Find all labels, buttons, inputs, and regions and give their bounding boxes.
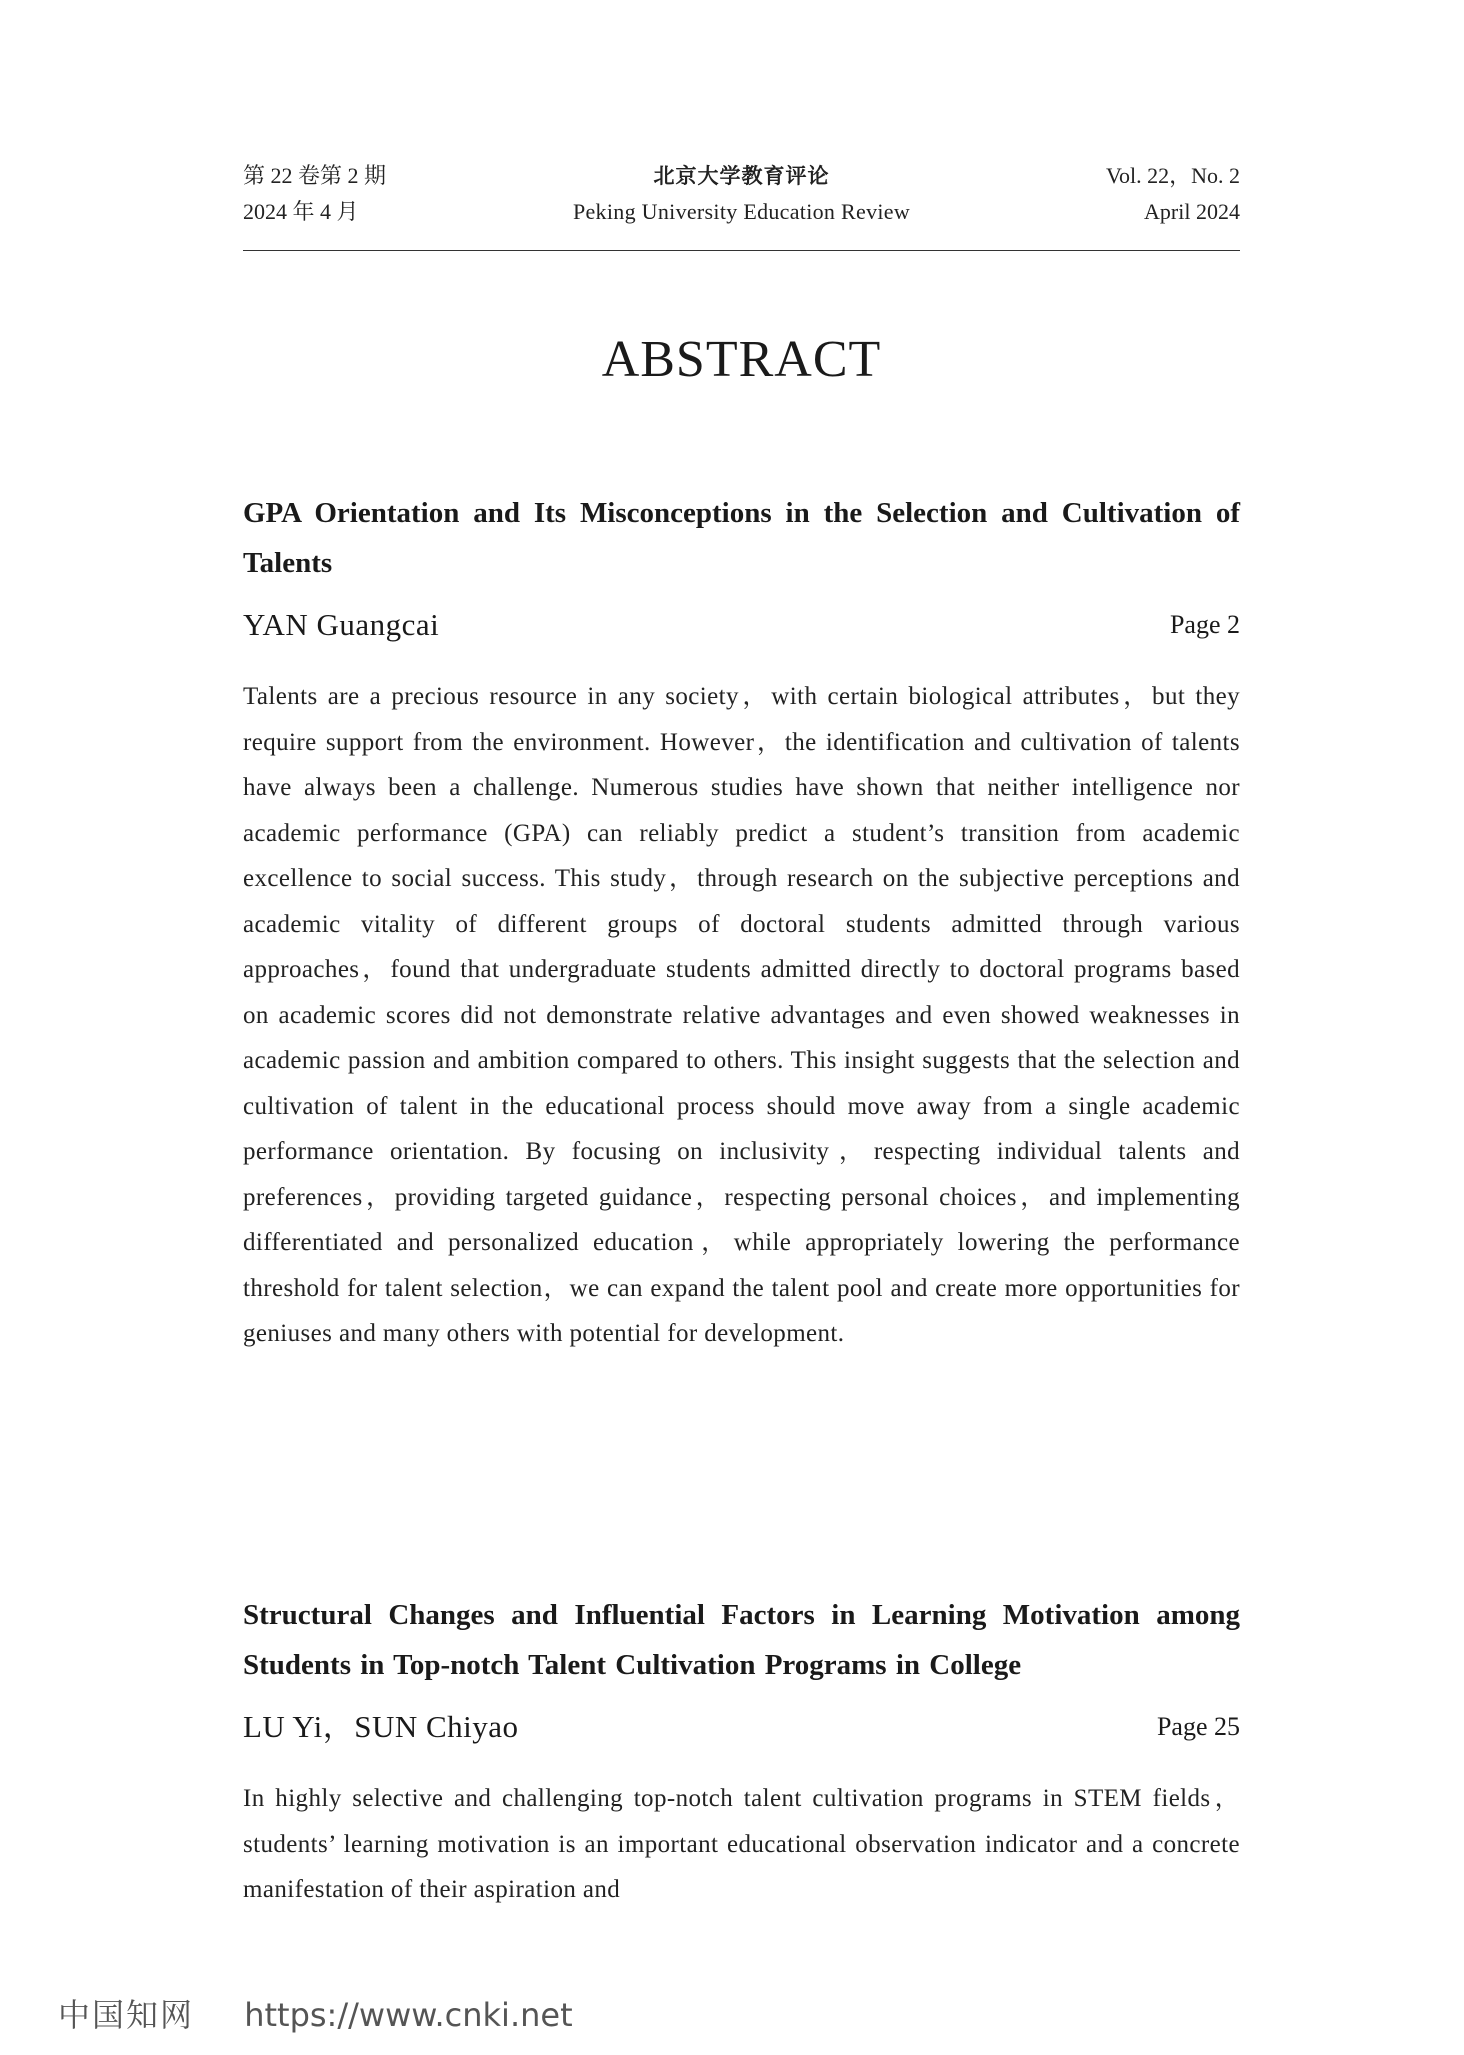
date-cn: 2024 年 4 月 (243, 199, 359, 224)
article-abstract: In highly selective and challenging top-notch talent cultivation programs in STEM fields，students’ learning motivation is an important educational observation indicator and a concrete manifestation of their aspiration and (243, 1785, 1240, 1903)
journal-name-en: Peking University Education Review (572, 199, 911, 224)
article-abstract: Talents are a precious resource in any society，with certain biological attributes，but they require support from the environment. However，the identification and cultivation of talents have always been a challenge. Numerous studies have shown that neither intelligence nor academic performance (GPA) can reliably predict a student’s transition from academic excellence to social success. This study，through research on the subjective perceptions and academic vitality of different groups of doctoral students admitted through various approaches，found that undergraduate students admitted directly to doctoral programs based on academic scores did not demonstrate relative advantages and even showed weaknesses in academic passion and ambition compared to others. This insight suggests that the selection and cultivation of talent in the educational process should move away from a single academic performance orientation. By focusing on inclusivity，respecting individual talents and preferences，providing targeted guidance，respecting personal choices，and implementing differentiated and personalized education，while appropriately lowering the performance threshold for talent selection，we can expand the talent pool and create more opportunities for geniuses and many others with potential for development. (243, 683, 1240, 1347)
article-entry (243, 488, 1240, 1357)
volume-issue-cn: 第 22 卷第 2 期 (243, 163, 387, 188)
section-title: ABSTRACT (601, 331, 882, 388)
article-title: Structural Changes and Influential Factors in Learning Motivation among Students in Top-notch Talent Cultivation Programs in College (243, 1599, 1240, 1681)
cnki-brand: 中国知网 (58, 1996, 195, 2034)
cnki-watermark (58, 1990, 573, 2040)
article-title: GPA Orientation and Its Misconceptions in the Selection and Cultivation of Talents (243, 497, 1240, 579)
cnki-url: https://www.cnki.net (244, 1996, 573, 2034)
article-page-ref: Page 2 (1169, 610, 1240, 639)
article-entry (243, 1590, 1240, 1913)
running-header (243, 158, 1240, 251)
journal-name-cn: 北京大学教育评论 (653, 164, 830, 188)
date-en: April 2024 (1144, 199, 1240, 224)
author-row (243, 598, 1240, 652)
article-authors: LU Yi，SUN Chiyao (243, 1709, 519, 1744)
issue-info-en (1106, 158, 1240, 230)
volume-issue-en: Vol. 22，No. 2 (1105, 163, 1240, 188)
article-authors: YAN Guangcai (243, 607, 440, 642)
journal-page (243, 0, 1240, 2055)
author-row (243, 1700, 1240, 1754)
article-page-ref: Page 25 (1156, 1712, 1240, 1741)
journal-name (243, 158, 1240, 230)
